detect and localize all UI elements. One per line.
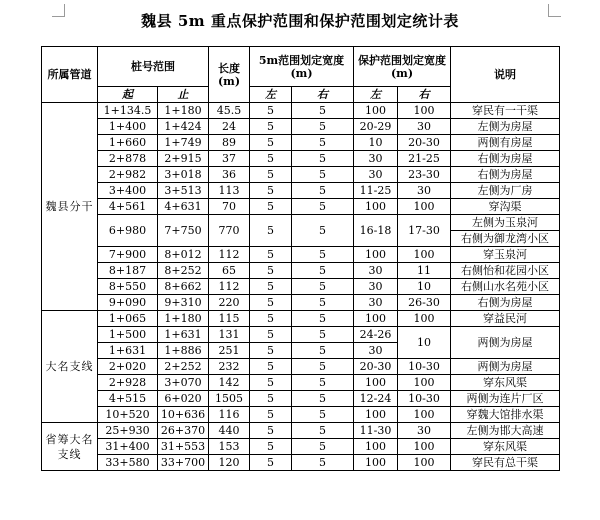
cell-length: 1505 [209,391,250,407]
table-row [42,327,560,343]
table-row [42,215,560,231]
cell-length: 153 [209,439,250,455]
cell-key-left: 5 [250,215,292,247]
cell-key-right: 5 [292,311,354,327]
table-row [42,359,560,375]
cell-end: 3+070 [158,375,209,391]
table-row [42,119,560,135]
cell-end: 4+631 [158,199,209,215]
cell-note: 穿玉泉河 [451,247,560,263]
cell-start: 8+187 [98,263,158,279]
cell-key-right: 5 [292,359,354,375]
cell-start: 1+065 [98,311,158,327]
cell-start: 1+631 [98,343,158,359]
cell-length: 770 [209,215,250,247]
cell-key-left: 5 [250,135,292,151]
section-name: 省筹大名支线 [42,423,98,471]
cell-end: 8+252 [158,263,209,279]
cell-protect-left: 16-18 [354,215,398,247]
cell-key-right: 5 [292,263,354,279]
cell-key-left: 5 [250,183,292,199]
table-row [42,311,560,327]
cell-length: 24 [209,119,250,135]
cell-protect-left: 30 [354,343,398,359]
cell-protect-right: 20-30 [398,135,451,151]
cell-length: 36 [209,167,250,183]
cell-length: 131 [209,327,250,343]
cell-key-right: 5 [292,151,354,167]
cell-protect-left: 20-30 [354,359,398,375]
cell-protect-right: 100 [398,199,451,215]
cell-key-right: 5 [292,279,354,295]
cell-key-right: 5 [292,327,354,343]
cell-protect-left: 100 [354,439,398,455]
header-key-width: 5m范围划定宽度(m) [250,47,354,87]
cell-key-right: 5 [292,375,354,391]
cell-protect-left: 100 [354,455,398,471]
cell-protect-left: 20-29 [354,119,398,135]
cell-protect-left: 30 [354,263,398,279]
cell-protect-left: 30 [354,279,398,295]
header-jurisdiction: 所属管道 [42,47,98,103]
table-row [42,375,560,391]
cell-key-left: 5 [250,311,292,327]
cell-length: 70 [209,199,250,215]
cell-note: 两侧有房屋 [451,135,560,151]
cell-key-left: 5 [250,279,292,295]
cell-protect-left: 12-24 [354,391,398,407]
cell-protect-right: 100 [398,455,451,471]
table-row [42,199,560,215]
cell-key-left: 5 [250,359,292,375]
cell-start: 1+660 [98,135,158,151]
cell-end: 33+700 [158,455,209,471]
cell-key-left: 5 [250,151,292,167]
cell-key-right: 5 [292,391,354,407]
cell-note: 两侧为房屋 [451,327,560,359]
cell-key-left: 5 [250,391,292,407]
cell-protect-right: 30 [398,119,451,135]
cell-length: 89 [209,135,250,151]
cell-length: 65 [209,263,250,279]
cell-key-right: 5 [292,407,354,423]
cell-key-left: 5 [250,247,292,263]
header-note: 说明 [451,47,560,103]
cell-key-right: 5 [292,119,354,135]
header-key-left: 左 [250,87,292,103]
cell-length: 45.5 [209,103,250,119]
cell-key-left: 5 [250,407,292,423]
cell-protect-left: 100 [354,247,398,263]
cell-end: 2+915 [158,151,209,167]
cell-protect-left: 11-25 [354,183,398,199]
cell-protect-left: 30 [354,295,398,311]
cell-protect-left: 30 [354,151,398,167]
cell-key-right: 5 [292,343,354,359]
table-row [42,423,560,439]
table-row [42,263,560,279]
cell-start: 33+580 [98,455,158,471]
cell-note: 穿益民河 [451,311,560,327]
cell-length: 251 [209,343,250,359]
table-row [42,135,560,151]
table-row [42,279,560,295]
cell-protect-left: 10 [354,135,398,151]
section-name: 大名支线 [42,311,98,423]
cell-length: 112 [209,279,250,295]
header-protect-left: 左 [354,87,398,103]
cell-start: 7+900 [98,247,158,263]
cell-note: 右侧为房屋 [451,167,560,183]
cell-end: 6+020 [158,391,209,407]
cell-protect-right: 10 [398,327,451,359]
table-row [42,391,560,407]
cell-note: 右侧为房屋 [451,151,560,167]
cell-protect-right: 100 [398,407,451,423]
header-stake-range: 桩号范围 [98,47,209,87]
cell-length: 232 [209,359,250,375]
table-row [42,407,560,423]
cell-start: 10+520 [98,407,158,423]
cell-start: 1+400 [98,119,158,135]
cell-end: 1+180 [158,103,209,119]
header-key-right: 右 [292,87,354,103]
cell-key-left: 5 [250,455,292,471]
cell-protect-right: 10 [398,279,451,295]
cell-protect-right: 100 [398,247,451,263]
cell-protect-right: 100 [398,439,451,455]
cell-protect-left: 30 [354,167,398,183]
cell-protect-left: 100 [354,407,398,423]
document-title: 魏县 5m 重点保护范围和保护范围划定统计表 [141,12,459,30]
cell-key-right: 5 [292,183,354,199]
cell-length: 113 [209,183,250,199]
cell-protect-right: 10-30 [398,359,451,375]
protection-range-table [41,46,560,471]
cell-note: 右侧怡和花园小区 [451,263,560,279]
cell-key-left: 5 [250,295,292,311]
cell-end: 10+636 [158,407,209,423]
cell-end: 1+180 [158,311,209,327]
cell-key-right: 5 [292,215,354,247]
cell-length: 112 [209,247,250,263]
cell-protect-right: 30 [398,183,451,199]
cell-note: 右侧山水名苑小区 [451,279,560,295]
cell-protect-right: 10-30 [398,391,451,407]
cell-note-secondary: 右侧为御龙湾小区 [451,231,560,247]
cell-start: 31+400 [98,439,158,455]
cell-key-left: 5 [250,327,292,343]
cell-note: 左侧为厂房 [451,183,560,199]
cell-note: 右侧为房屋 [451,295,560,311]
cell-start: 2+878 [98,151,158,167]
cell-key-left: 5 [250,103,292,119]
cell-end: 1+749 [158,135,209,151]
cell-start: 9+090 [98,295,158,311]
cell-note: 穿沟渠 [451,199,560,215]
cell-end: 2+252 [158,359,209,375]
cell-end: 31+553 [158,439,209,455]
cell-end: 8+662 [158,279,209,295]
cell-key-left: 5 [250,119,292,135]
cell-key-left: 5 [250,375,292,391]
cell-key-right: 5 [292,439,354,455]
cell-end: 7+750 [158,215,209,247]
header-protect-right: 右 [398,87,451,103]
cell-end: 9+310 [158,295,209,311]
cell-note: 左侧为邯大高速 [451,423,560,439]
table-row [42,455,560,471]
cell-key-right: 5 [292,455,354,471]
cell-length: 115 [209,311,250,327]
table-row [42,151,560,167]
cell-note: 两侧为房屋 [451,359,560,375]
cell-start: 1+134.5 [98,103,158,119]
table-row [42,103,560,119]
table-row [42,183,560,199]
cell-end: 1+631 [158,327,209,343]
cell-end: 3+513 [158,183,209,199]
table-row [42,247,560,263]
cell-protect-left: 100 [354,375,398,391]
cell-note: 穿魏大馆排水渠 [451,407,560,423]
cell-protect-right: 30 [398,423,451,439]
section-name: 魏县分干 [42,103,98,311]
cell-end: 1+424 [158,119,209,135]
cell-protect-left: 100 [354,103,398,119]
cell-length: 116 [209,407,250,423]
cell-note: 穿民有总干渠 [451,455,560,471]
cell-protect-left: 100 [354,199,398,215]
cell-key-right: 5 [292,167,354,183]
cell-protect-right: 100 [398,375,451,391]
cell-key-right: 5 [292,199,354,215]
cell-start: 2+020 [98,359,158,375]
cell-length: 142 [209,375,250,391]
cell-start: 3+400 [98,183,158,199]
cell-key-right: 5 [292,295,354,311]
cell-start: 2+982 [98,167,158,183]
cell-start: 2+928 [98,375,158,391]
cell-length: 220 [209,295,250,311]
cell-note: 两侧为连片厂区 [451,391,560,407]
table-row [42,167,560,183]
cell-protect-right: 26-30 [398,295,451,311]
header-protect-width: 保护范围划定宽度(m) [354,47,451,87]
cell-length: 120 [209,455,250,471]
cell-protect-right: 100 [398,311,451,327]
cell-protect-left: 24-26 [354,327,398,343]
cell-end: 1+886 [158,343,209,359]
cell-start: 8+550 [98,279,158,295]
cell-protect-right: 17-30 [398,215,451,247]
header-start: 起 [98,87,158,103]
cell-start: 4+561 [98,199,158,215]
cell-end: 26+370 [158,423,209,439]
cell-key-right: 5 [292,103,354,119]
cell-key-left: 5 [250,167,292,183]
cell-note: 穿东风渠 [451,439,560,455]
cell-key-left: 5 [250,423,292,439]
cell-length: 37 [209,151,250,167]
cell-protect-right: 23-30 [398,167,451,183]
cell-key-left: 5 [250,439,292,455]
cell-end: 3+018 [158,167,209,183]
cell-key-left: 5 [250,263,292,279]
header-end: 止 [158,87,209,103]
cell-key-left: 5 [250,343,292,359]
table-row [42,295,560,311]
cell-note: 穿东风渠 [451,375,560,391]
cell-protect-right: 21-25 [398,151,451,167]
cell-key-right: 5 [292,423,354,439]
cell-start: 6+980 [98,215,158,247]
cell-note: 左侧为玉泉河 [451,215,560,231]
table-row [42,439,560,455]
cell-start: 25+930 [98,423,158,439]
cell-length: 440 [209,423,250,439]
cell-note: 左侧为房屋 [451,119,560,135]
cell-key-right: 5 [292,247,354,263]
cell-note: 穿民有一干渠 [451,103,560,119]
cell-protect-left: 11-30 [354,423,398,439]
cell-start: 4+515 [98,391,158,407]
header-length: 长度(m) [209,47,250,103]
cell-protect-right: 100 [398,103,451,119]
cell-protect-right: 11 [398,263,451,279]
cell-key-right: 5 [292,135,354,151]
cell-protect-left: 100 [354,311,398,327]
cell-end: 8+012 [158,247,209,263]
cell-start: 1+500 [98,327,158,343]
cell-key-left: 5 [250,199,292,215]
